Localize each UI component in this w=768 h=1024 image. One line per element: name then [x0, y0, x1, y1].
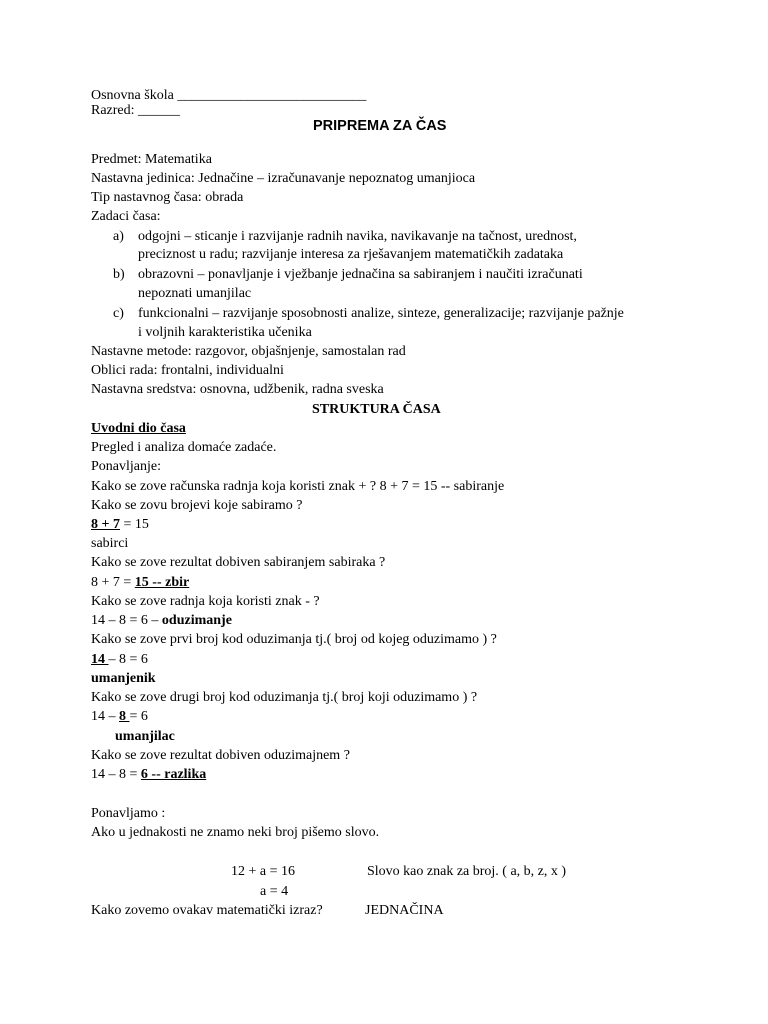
- text-line: Ponavljamo :: [91, 806, 166, 821]
- text-line: Kako se zove rezultat dobiven oduzimajnem ?: [91, 748, 350, 763]
- equation-answer: JEDNAČINA: [365, 903, 444, 918]
- page-title: PRIPREMA ZA ČAS: [313, 118, 447, 134]
- task-a-line-1: odgojni – sticanje i razvijanje radnih navika, navikavanje na tačnost, urednost,: [138, 229, 577, 244]
- sum-result-pre: 8 + 7 =: [91, 575, 135, 590]
- sum-expression: [91, 516, 149, 533]
- equation-note: Slovo kao znak za broj. ( a, b, z, x ): [367, 864, 567, 879]
- text-line: Kako se zove drugi broj kod oduzimanja tj.( broj koji oduzimamo ) ?: [91, 690, 478, 705]
- task-b-line-1: obrazovni – ponavljanje i vježbanje jednačina sa sabiranjem i naučiti izračunati: [138, 267, 583, 282]
- intro-heading: Uvodni dio časa: [91, 421, 186, 436]
- subtrahend-pre: 14 –: [91, 709, 119, 724]
- task-b-label: b): [113, 267, 125, 282]
- sum-result-highlight: 15 -- zbir: [134, 575, 190, 590]
- text-line: Ponavljanje:: [91, 459, 161, 474]
- subtraction-line: [91, 612, 232, 629]
- minuend-highlight: 14: [91, 652, 109, 667]
- minuend-line: [91, 651, 148, 668]
- tools-line: Nastavna sredstva: osnovna, udžbenik, radna sveska: [91, 382, 384, 397]
- minuend-rest: – 8 = 6: [108, 652, 148, 667]
- task-a-line-2: preciznost u radu; razvijanje interesa za rješavanjem matematičkih zadataka: [138, 247, 564, 262]
- difference-highlight: 6 -- razlika: [140, 767, 207, 782]
- subtraction-pre: 14 – 8 = 6 –: [91, 613, 162, 628]
- text-line: Kako se zove rezultat dobiven sabiranjem sabiraka ?: [91, 555, 386, 570]
- equation-1: 12 + a = 16: [231, 864, 296, 879]
- subtrahend-rest: = 6: [129, 709, 148, 724]
- text-line: Kako se zove računska radnja koja koristi znak + ? 8 + 7 = 15 -- sabiranje: [91, 479, 505, 494]
- addends-highlight: 8 + 7: [91, 517, 120, 532]
- grade-blank: ______: [138, 103, 181, 118]
- minuend-term: umanjenik: [91, 671, 156, 686]
- methods-line: Nastavne metode: razgovor, objašnjenje, samostalan rad: [91, 344, 406, 359]
- text-line: Ako u jednakosti ne znamo neki broj pišemo slovo.: [91, 825, 380, 840]
- task-b-line-2: nepoznati umanjilac: [138, 286, 252, 301]
- equation-question: Kako zovemo ovakav matematički izraz?: [91, 903, 323, 918]
- sum-rest: = 15: [119, 517, 149, 532]
- subtrahend-line: [91, 708, 148, 725]
- type-line: Tip nastavnog časa: obrada: [91, 190, 244, 205]
- unit-line: Nastavna jedinica: Jednačine – izračunavanje nepoznatog umanjioca: [91, 171, 476, 186]
- grade-line: [91, 102, 180, 119]
- text-line: Pregled i analiza domaće zadaće.: [91, 440, 277, 455]
- task-a-label: a): [113, 229, 124, 244]
- difference-pre: 14 – 8 =: [91, 767, 141, 782]
- text-line: sabirci: [91, 536, 129, 551]
- tasks-heading: Zadaci časa:: [91, 209, 161, 224]
- school-blank: ___________________________: [177, 88, 367, 103]
- difference-line: [91, 766, 206, 783]
- structure-heading: STRUKTURA ČASA: [312, 402, 441, 417]
- subject-line: Predmet: Matematika: [91, 152, 212, 167]
- task-c-line-2: i voljnih karakteristika učenika: [138, 325, 312, 340]
- subtrahend-highlight: 8: [119, 709, 130, 724]
- forms-line: Oblici rada: frontalni, individualni: [91, 363, 284, 378]
- subtrahend-term: umanjilac: [115, 729, 175, 744]
- school-label: Osnovna škola: [91, 88, 174, 103]
- grade-label: Razred:: [91, 103, 135, 118]
- equation-2: a = 4: [260, 884, 289, 899]
- sum-result-line: [91, 574, 189, 591]
- task-c-label: c): [113, 306, 124, 321]
- task-c-line-1: funkcionalni – razvijanje sposobnosti analize, sinteze, generalizacije; razvijanje pažnje: [138, 306, 624, 321]
- subtraction-term: oduzimanje: [161, 613, 232, 628]
- text-line: Kako se zove prvi broj kod oduzimanja tj.( broj od kojeg oduzimamo ) ?: [91, 632, 497, 647]
- text-line: Kako se zove radnja koja koristi znak - ?: [91, 594, 320, 609]
- text-line: Kako se zovu brojevi koje sabiramo ?: [91, 498, 303, 513]
